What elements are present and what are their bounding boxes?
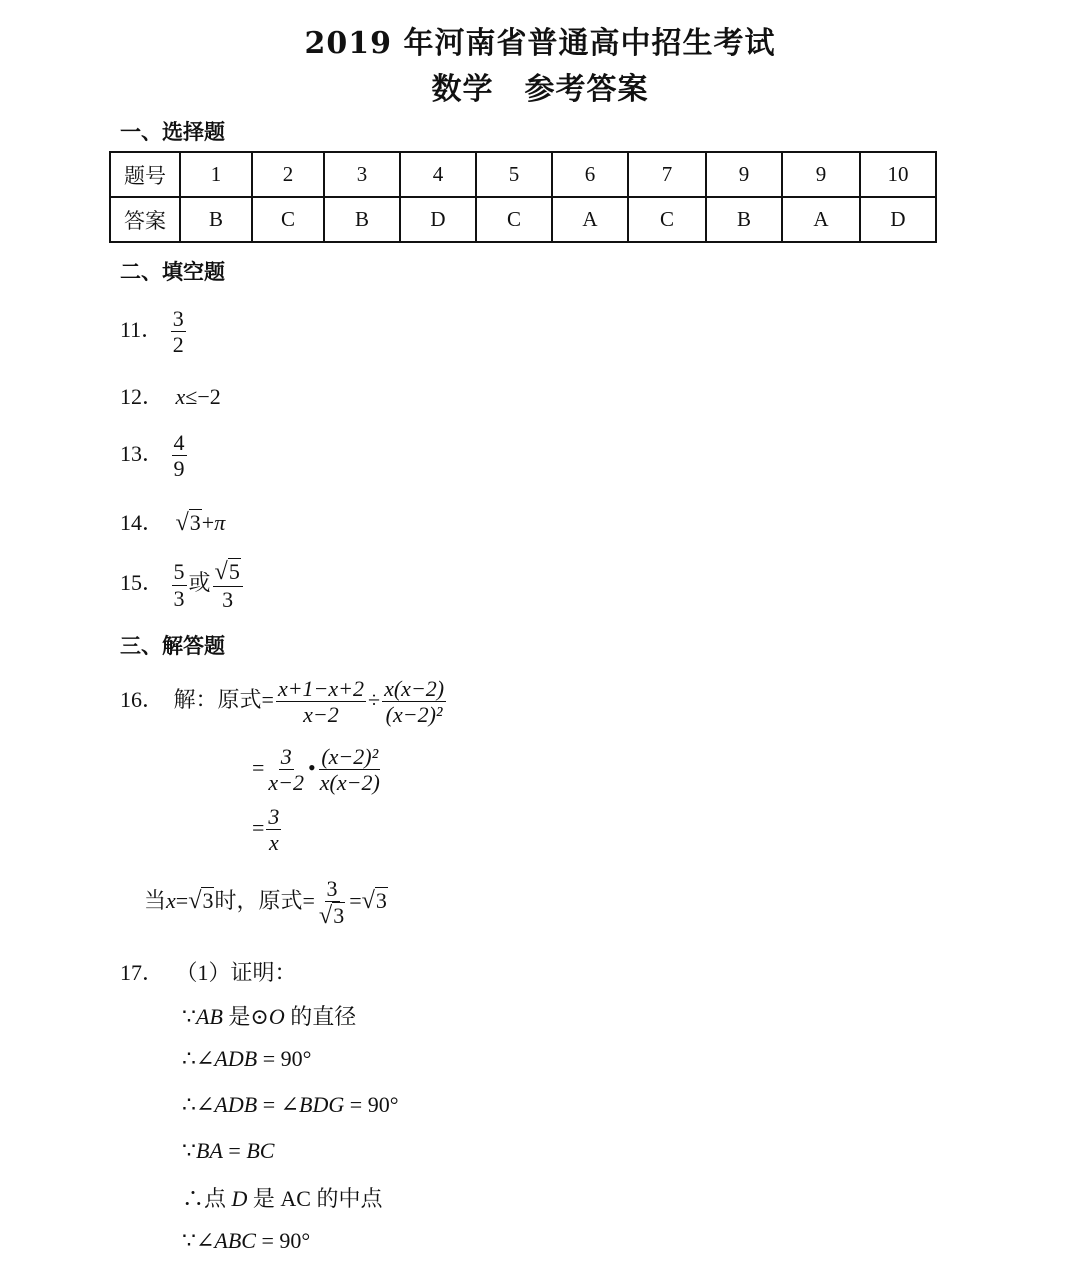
fraction <box>172 559 187 611</box>
table-cell: 9 <box>706 152 782 197</box>
table-cell: 3 <box>324 152 400 197</box>
denominator: 9 <box>173 456 185 482</box>
sqrt: √5 <box>214 558 240 585</box>
fraction <box>266 804 281 856</box>
question-number: 13． <box>120 440 165 466</box>
text: 点 <box>204 1186 232 1211</box>
numerator: x(x−2) <box>384 676 445 701</box>
denominator: x−2 <box>303 702 339 728</box>
intro: 解：原式= <box>173 686 274 712</box>
fraction <box>266 744 306 796</box>
variable: x <box>175 384 186 409</box>
pi: π <box>214 510 226 535</box>
numerator: x+1−x+2 <box>277 676 365 701</box>
answer-15 <box>120 558 245 612</box>
table-cell: 6 <box>552 152 628 197</box>
expression: ≤−2 <box>185 384 221 409</box>
text: 是⊙ <box>222 1004 269 1029</box>
fraction <box>276 676 366 728</box>
answer-16-line1 <box>120 676 448 728</box>
denominator: 3 <box>222 586 234 612</box>
table-cell: B <box>706 197 782 242</box>
table-row-numbers <box>110 152 936 197</box>
therefore-symbol: ∴ <box>182 1092 196 1117</box>
sqrt: √3 <box>188 887 214 915</box>
radicand: 3 <box>333 903 345 929</box>
table-cell: 10 <box>860 152 936 197</box>
because-symbol: ∵ <box>182 1138 196 1163</box>
denominator: x <box>269 830 279 856</box>
table-cell: B <box>180 197 252 242</box>
math-term: ∠BDG <box>280 1092 345 1117</box>
denominator: (x−2)² <box>385 702 443 728</box>
denominator: 3 <box>173 585 185 611</box>
answer-11 <box>120 306 188 358</box>
answer-16-line3 <box>252 804 283 856</box>
fraction <box>172 430 187 482</box>
or-text: 或 <box>188 570 211 596</box>
denominator: 2 <box>172 332 184 358</box>
answer-12 <box>120 380 221 411</box>
table-cell: A <box>552 197 628 242</box>
sqrt: √3 <box>318 902 345 930</box>
radicand: 3 <box>189 510 201 535</box>
text: = <box>222 1138 247 1163</box>
equals: = <box>252 814 265 840</box>
proof-line <box>182 1182 382 1213</box>
text: = <box>257 1092 281 1117</box>
equals: = <box>349 888 362 914</box>
radicand: 5 <box>228 559 240 584</box>
math-term: BA <box>196 1138 223 1163</box>
table-row-answers <box>110 197 936 242</box>
fraction <box>382 676 446 728</box>
math-term: AB <box>196 1004 223 1029</box>
table-cell: C <box>628 197 706 242</box>
row-header-number: 题号 <box>110 152 180 197</box>
numerator: 3 <box>268 804 280 829</box>
math-term: D <box>231 1186 248 1211</box>
answer-17-header <box>120 956 297 987</box>
answer-14 <box>120 506 225 537</box>
section3-heading: 三、解答题 <box>120 633 225 658</box>
math-term: ∠ADB <box>196 1046 258 1071</box>
math-term: O <box>268 1004 285 1029</box>
variable: x <box>166 888 176 914</box>
denominator: x(x−2) <box>319 770 380 796</box>
question-number: 12． <box>120 384 165 409</box>
section1-heading: 一、选择题 <box>120 119 225 144</box>
table-cell: B <box>324 197 400 242</box>
numerator <box>213 558 243 587</box>
fraction <box>171 306 186 358</box>
text: = 90° <box>255 1228 311 1253</box>
sqrt: √3 <box>175 509 201 536</box>
table-cell: 5 <box>476 152 552 197</box>
equals: = <box>175 888 189 914</box>
time-text: 时，原式= <box>214 888 315 914</box>
page-title: 2019 年河南省普通高中招生考试 <box>304 26 776 61</box>
text: = 90° <box>257 1046 312 1071</box>
fraction <box>318 744 382 796</box>
dot: • <box>308 754 316 780</box>
numerator: 3 <box>280 744 292 769</box>
fraction <box>317 876 347 930</box>
denominator: x−2 <box>268 770 305 796</box>
page-subtitle: 数学 参考答案 <box>431 72 649 107</box>
question-number: 15． <box>120 570 165 596</box>
table-cell: D <box>860 197 936 242</box>
numerator: 3 <box>172 306 184 331</box>
question-number: 11． <box>120 316 164 342</box>
text: 是 AC 的中点 <box>247 1186 383 1211</box>
therefore-symbol: ∴ <box>182 1046 196 1071</box>
proof-line <box>182 1000 356 1031</box>
fraction <box>213 558 243 612</box>
answer-16-line4 <box>144 876 388 930</box>
proof-line <box>182 1092 399 1118</box>
numerator: 3 <box>326 876 338 901</box>
because-symbol: ∵ <box>182 1004 196 1029</box>
question-number: 14． <box>120 510 165 535</box>
divide: ÷ <box>368 686 381 712</box>
table-cell: D <box>400 197 476 242</box>
math-term: ∠ABC <box>196 1228 256 1253</box>
numerator: 5 <box>173 559 185 585</box>
radicand: 3 <box>202 888 214 914</box>
proof-line <box>182 1046 311 1072</box>
plus: + <box>201 510 215 535</box>
question-number: 17． <box>120 960 165 985</box>
section2-heading: 二、填空题 <box>120 259 225 284</box>
text: 的直径 <box>284 1004 357 1029</box>
row-header-answer: 答案 <box>110 197 180 242</box>
answer-13 <box>120 430 189 482</box>
table-cell: C <box>252 197 324 242</box>
proof-line <box>182 1138 274 1164</box>
part-label: （1）证明： <box>175 960 297 985</box>
table-cell: A <box>782 197 860 242</box>
question-number: 16． <box>120 686 165 712</box>
sqrt: √3 <box>361 887 387 915</box>
table-cell: 4 <box>400 152 476 197</box>
radicand: 3 <box>375 888 387 914</box>
numerator: 4 <box>173 430 185 455</box>
table-cell: 7 <box>628 152 706 197</box>
table-cell: 9 <box>782 152 860 197</box>
answer-table <box>109 151 937 243</box>
text: = 90° <box>344 1092 399 1117</box>
math-term: ∠ADB <box>196 1092 258 1117</box>
equals: = <box>252 754 265 780</box>
numerator: (x−2)² <box>321 744 379 769</box>
when-text: 当 <box>144 888 167 914</box>
denominator <box>317 902 347 930</box>
therefore-symbol: ∴ <box>182 1186 205 1211</box>
math-term: BC <box>246 1138 275 1163</box>
table-cell: 2 <box>252 152 324 197</box>
table-cell: C <box>476 197 552 242</box>
because-symbol: ∵ <box>182 1228 196 1253</box>
proof-line <box>182 1228 310 1254</box>
answer-16-line2 <box>252 744 384 796</box>
table-cell: 1 <box>180 152 252 197</box>
